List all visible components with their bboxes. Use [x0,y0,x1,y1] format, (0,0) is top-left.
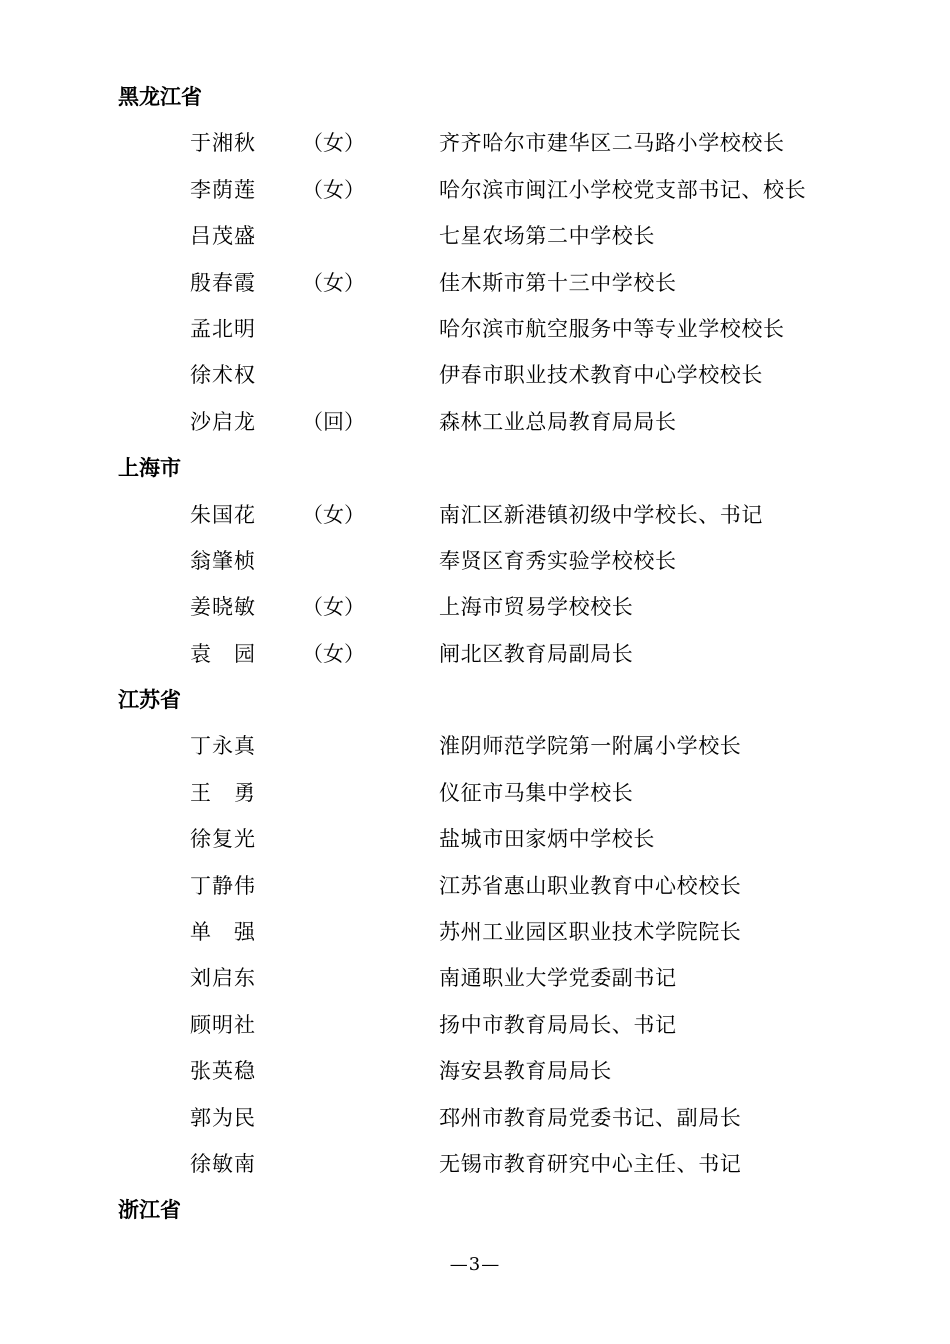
person-name: 姜晓敏 [190,595,256,620]
person-name: 殷春霞 [190,270,256,295]
person-position: 盐城市田家炳中学校长 [439,827,655,852]
list-item [118,1095,878,1141]
person-name: 丁永真 [190,734,256,759]
list-item [118,955,878,1001]
person-note: （女） [302,502,365,527]
list-item [118,306,878,352]
person-position: 奉贤区育秀实验学校校长 [439,548,677,573]
person-position: 哈尔滨市闽江小学校党支部书记、校长 [439,177,807,202]
person-position: 海安县教育局局长 [439,1059,612,1084]
list-item [118,863,878,909]
list-item [118,1048,878,1094]
person-name: 翁肇桢 [190,548,256,573]
person-position: 齐齐哈尔市建华区二马路小学校校长 [439,131,785,156]
list-item [118,538,878,584]
person-name: 顾明社 [190,1012,256,1037]
person-position: 森林工业总局教育局局长 [439,409,677,434]
person-name: 沙启龙 [190,409,256,434]
list-item [118,1002,878,1048]
list-item [118,909,878,955]
list-item [118,492,878,538]
list-item [118,352,878,398]
person-position: 佳木斯市第十三中学校长 [439,270,677,295]
list-item [118,399,878,445]
list-item [118,723,878,769]
list-item [118,770,878,816]
list-item [118,167,878,213]
person-name: 王 勇 [190,780,256,805]
list-item [118,213,878,259]
person-position: 扬中市教育局局长、书记 [439,1012,677,1037]
person-note: （女） [302,641,365,666]
section-heading: 黑龙江省 [118,85,202,109]
section-heading: 浙江省 [118,1198,181,1223]
person-name: 郭为民 [190,1105,256,1130]
person-note: （回） [302,409,365,434]
person-name: 徐术权 [190,363,256,388]
list-item [118,631,878,677]
person-name: 于湘秋 [190,131,256,156]
person-note: （女） [302,595,365,620]
person-position: 伊春市职业技术教育中心学校校长 [439,363,763,388]
person-name: 丁静伟 [190,873,256,898]
person-name: 朱国花 [190,502,256,527]
person-position: 无锡市教育研究中心主任、书记 [439,1151,742,1176]
person-position: 淮阴师范学院第一附属小学校长 [439,734,742,759]
page-number: —3— [449,1254,501,1275]
person-position: 江苏省惠山职业教育中心校校长 [439,873,742,898]
list-item [118,1141,878,1187]
person-position: 上海市贸易学校校长 [439,595,634,620]
person-name: 单 强 [190,920,256,945]
person-position: 苏州工业园区职业技术学院院长 [439,920,742,945]
person-name: 张英稳 [190,1059,256,1084]
person-position: 闸北区教育局副局长 [439,641,634,666]
section-heading: 上海市 [118,456,181,481]
person-name: 徐复光 [190,827,256,852]
list-item [118,260,878,306]
person-position: 仪征市马集中学校长 [439,780,634,805]
person-position: 七星农场第二中学校长 [439,224,655,249]
person-note: （女） [302,270,365,295]
award-list [118,74,878,1234]
list-item [118,816,878,862]
person-position: 哈尔滨市航空服务中等专业学校校长 [439,316,785,341]
list-item [118,584,878,630]
person-name: 吕茂盛 [190,224,256,249]
person-name: 袁 园 [190,641,256,666]
person-name: 徐敏南 [190,1151,256,1176]
person-note: （女） [302,131,365,156]
person-name: 孟北明 [190,316,256,341]
person-position: 邳州市教育局党委书记、副局长 [439,1105,742,1130]
person-position: 南汇区新港镇初级中学校长、书记 [439,502,763,527]
person-name: 李荫莲 [190,177,256,202]
person-note: （女） [302,177,365,202]
section-heading: 江苏省 [118,688,181,713]
person-name: 刘启东 [190,966,256,991]
person-position: 南通职业大学党委副书记 [439,966,677,991]
list-item [118,120,878,166]
